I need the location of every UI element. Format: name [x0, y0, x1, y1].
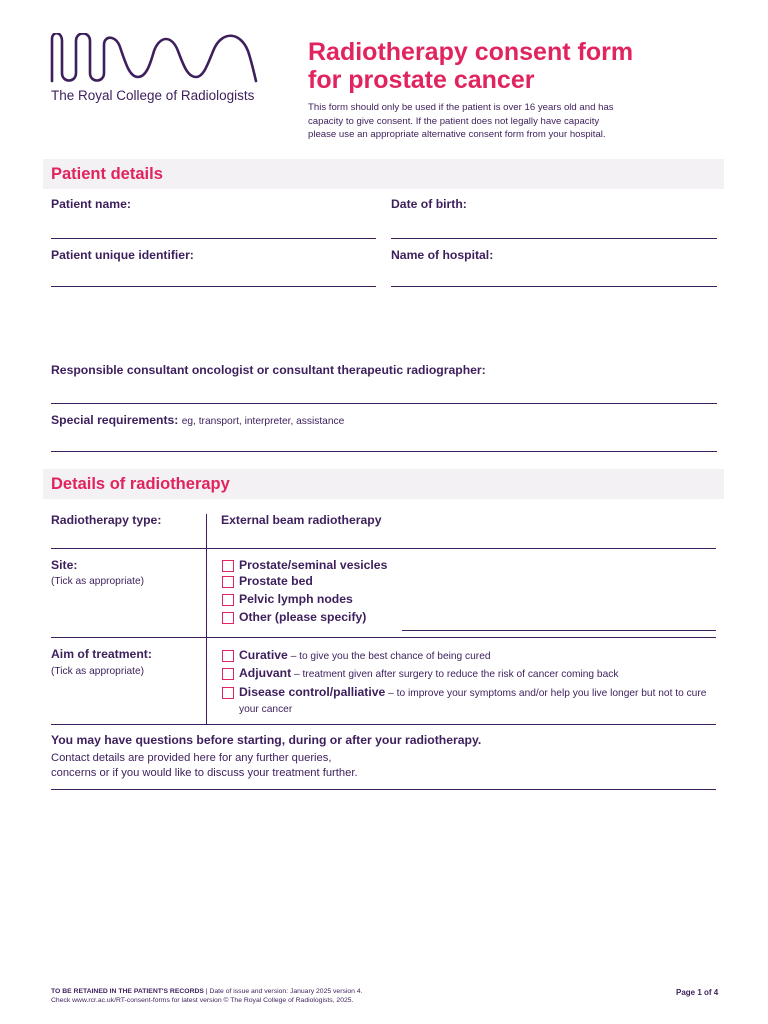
radiotherapy-type-label: Radiotherapy type:	[51, 513, 162, 527]
aim-name: Curative	[239, 648, 288, 662]
patient-name-label: Patient name:	[51, 197, 131, 211]
aim-description: – treatment given after surgery to reduce the risk of cancer coming back	[291, 669, 619, 680]
special-requirements-row	[51, 413, 344, 427]
patient-name-field[interactable]	[51, 238, 376, 239]
table-rule	[51, 724, 716, 725]
questions-heading: You may have questions before starting, during or after your radiotherapy.	[51, 733, 482, 747]
site-checkbox-other[interactable]	[222, 612, 234, 624]
date-of-birth-field[interactable]	[391, 238, 717, 239]
aim-option-disease-control	[239, 685, 711, 717]
page-number: Page 1 of 4	[676, 988, 719, 997]
aim-checkbox-adjuvant[interactable]	[222, 668, 234, 680]
table-divider	[206, 514, 207, 724]
site-label: Site:	[51, 558, 78, 572]
table-rule	[51, 548, 716, 549]
hospital-field[interactable]	[391, 286, 717, 287]
aim-description: – to improve your symptoms and/or help you live longer but not to cure your cancer	[239, 688, 707, 715]
consultant-field[interactable]	[51, 403, 717, 404]
hospital-label: Name of hospital:	[391, 248, 494, 262]
site-option-label: Prostate bed	[239, 574, 313, 588]
intro-text: This form should only be used if the patient is over 16 years old and has capacity to give consent. If the patient does not legally have capacity please use an appropriate alternative consent form from your hospital.	[308, 102, 614, 140]
questions-text	[51, 751, 358, 781]
aim-name: Disease control/palliative	[239, 685, 386, 699]
footer-issue: | Date of issue and version: January 2025 version 4.	[203, 988, 363, 995]
consultant-label: Responsible consultant oncologist or consultant therapeutic radiographer:	[51, 363, 486, 377]
footer-retained: TO BE RETAINED IN THE PATIENT'S RECORDS	[51, 988, 204, 995]
site-option-label: Pelvic lymph nodes	[239, 592, 353, 606]
questions-line-1: Contact details are provided here for any further queries,	[51, 752, 332, 764]
site-option-label: Other (please specify)	[239, 610, 367, 624]
aim-option-adjuvant	[239, 666, 618, 680]
site-tick-hint: (Tick as appropriate)	[51, 576, 145, 587]
page-title	[308, 38, 633, 94]
radiotherapy-type-value: External beam radiotherapy	[221, 513, 382, 527]
wave-logo-icon	[50, 33, 258, 83]
footer-line-1	[51, 987, 362, 996]
special-requirements-label: Special requirements:	[51, 413, 179, 427]
aim-name: Adjuvant	[239, 666, 292, 680]
questions-field[interactable]	[51, 789, 716, 790]
special-requirements-field[interactable]	[51, 451, 717, 452]
unique-identifier-field[interactable]	[51, 286, 376, 287]
aim-description: – to give you the best chance of being cured	[287, 651, 491, 662]
aim-label: Aim of treatment:	[51, 647, 152, 661]
patient-details-heading: Patient details	[51, 165, 163, 183]
radiotherapy-details-header	[43, 469, 724, 499]
radiotherapy-details-heading: Details of radiotherapy	[51, 475, 230, 493]
questions-line-2: concerns or if you would like to discuss your treatment further.	[51, 767, 358, 779]
site-checkbox-prostate-bed[interactable]	[222, 576, 234, 588]
aim-checkbox-disease-control[interactable]	[222, 687, 234, 699]
other-specify-field[interactable]	[402, 630, 716, 631]
special-requirements-hint: eg, transport, interpreter, assistance	[181, 416, 345, 427]
footer-line-2: Check www.rcr.ac.uk/RT-consent-forms for latest version © The Royal College of Radiologists, 2025.	[51, 997, 354, 1004]
site-checkbox-pelvic-lymph-nodes[interactable]	[222, 594, 234, 606]
title-line-2: for prostate cancer	[308, 66, 535, 94]
patient-details-header	[43, 159, 724, 189]
title-line-1: Radiotherapy consent form	[308, 38, 634, 66]
site-option-label: Prostate/seminal vesicles	[239, 558, 388, 572]
aim-option-curative	[239, 648, 491, 662]
site-checkbox-prostate-seminal-vesicles[interactable]	[222, 560, 234, 572]
table-rule	[51, 637, 716, 638]
aim-tick-hint: (Tick as appropriate)	[51, 666, 145, 677]
date-of-birth-label: Date of birth:	[391, 197, 467, 211]
aim-checkbox-curative[interactable]	[222, 650, 234, 662]
organisation-name: The Royal College of Radiologists	[51, 88, 255, 103]
unique-identifier-label: Patient unique identifier:	[51, 248, 194, 262]
